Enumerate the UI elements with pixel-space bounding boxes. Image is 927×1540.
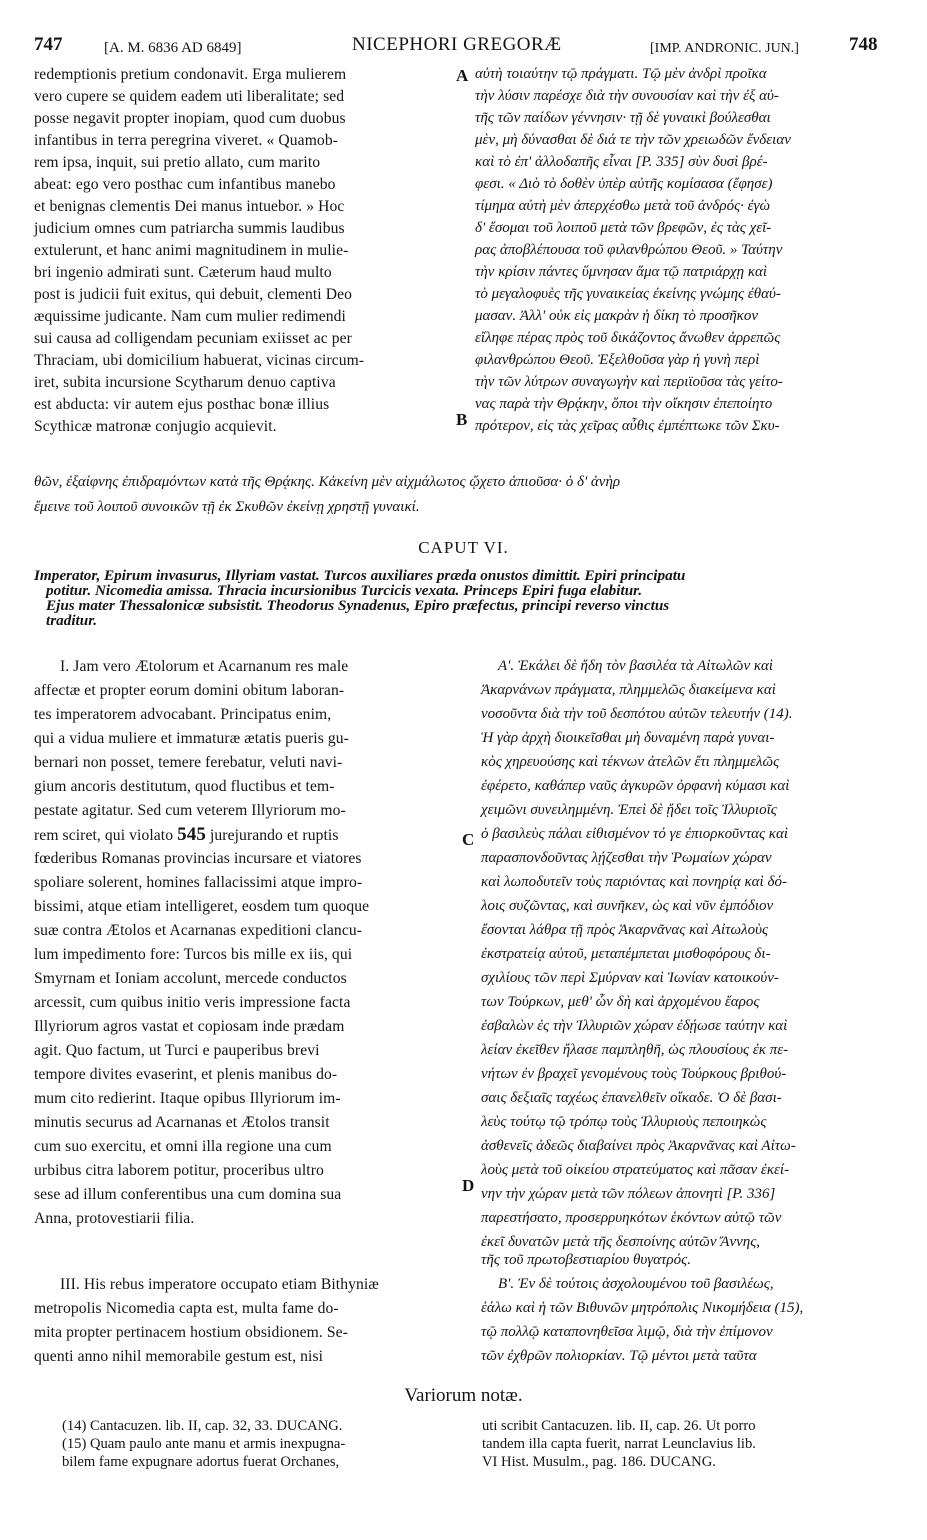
margin-letter-b: B [456,410,468,429]
text-line: Β'. Ἐν δὲ τούτοις ἀσχολουμένου τοῦ βασιλέως, [498,1276,774,1292]
text-line: iret, subita incursione Scytharum denuo captiva [34,374,336,391]
text-line: ἀσθενεῖς ἀδεῶς διαβαίνει πρὸς Ἀκαρνᾶνας καὶ Αἰτω- [481,1138,796,1154]
footnote-line: (15) Quam paulo ante manu et armis inexpugna- [62,1436,346,1452]
summary-line: traditur. [46,612,98,629]
text-line: Illyriorum agros vastat et copiosam inde prædam [34,1018,345,1035]
text-line: metropolis Nicomedia capta est, multa fame do- [34,1300,339,1317]
chapter-heading: CAPUT VI. [418,538,509,557]
text-line: ὁ βασιλεὺς πάλαι εἰθισμένον τό γε ἐπιορκοῦντας καὶ [481,826,789,842]
text-line: sese ad illum conferentibus una cum domina sua [34,1186,342,1203]
footnote-line: uti scribit Cantacuzen. lib. II, cap. 26. Ut porro [482,1418,756,1434]
summary-line: Ejus mater Thessalonicæ subsistit. Theodorus Synadenus, Epiro præfectus, principi reverso vinctus [46,597,670,614]
footnote-line: bilem fame expugnare adortus fuerat Orchanes, [62,1454,340,1470]
footnote-line: VI Hist. Musulm., pag. 186. DUCANG. [482,1454,716,1470]
text-line: Α'. Ἐκάλει δὲ ἤδη τὸν βασιλέα τὰ Αἰτωλῶν καὶ [498,658,774,674]
text-line: αὐτὴ τοιαύτην τῷ πράγματι. Τῷ μὲν ἀνδρὶ προῖκα [475,66,767,82]
text-line: νήτων ἐν βραχεῖ γενομένους τοὺς Τούρκους βριθού- [481,1066,787,1082]
page-number-left: 747 [34,34,63,55]
text-line: ἑάλω καὶ ἡ τῶν Βιθυνῶν μητρόπολις Νικομήδεια (15), [481,1300,804,1316]
text-line: μὲν, μὴ δύνασθαι δὲ διά τε τὴν τῶν χρειωδῶν ἔνδειαν [475,132,791,148]
text-line: arcessit, cum quibus initio veris impressione facta [34,994,351,1011]
text-line: æquissime judicante. Nam cum mulier redimendi [34,308,346,325]
text-line: pestate agitatur. Sed cum veterem Illyriorum mo- [34,802,346,819]
text-line: ἐσβαλὼν ἐς τὴν Ἰλλυριῶν χώραν ἐδῄωσε ταύτην καὶ [481,1018,788,1034]
text-line: fœderibus Romanas provincias incursare et viatores [34,850,362,867]
text-line: judicium omnes cum patriarcha summis laudibus [34,220,345,237]
text-line: est abducta: vir autem ejus posthac bonæ illius [34,396,330,413]
text-line: sui causa ad colligendam pecuniam exiisset ac per [34,330,352,347]
chapter-summary [34,568,894,628]
text-line: tes imperatorem advocabant. Principatus enim, [34,706,332,723]
text-line: τῶν ἐχθρῶν πολιορκίαν. Τῷ μέντοι μετὰ ταῦτα [481,1348,757,1364]
text-line: mita propter pertinacem hostium obsidionem. Se- [34,1324,348,1341]
text-line: ρας ἀποβλέπουσα τοῦ φιλανθρώπου Θεοῦ. » Ταύτην [475,242,783,258]
header-section: [IMP. ANDRONIC. JUN.] [650,41,799,56]
text-line: ἔσονται λάθρα τῇ πρὸς Ἀκαρνᾶνας καὶ Αἰτωλοὺς [481,922,769,938]
text-line: τίμημα αὐτὴ μὲν ἀπερχέσθω μετὰ τοῦ ἀνδρός· ἐγὼ [475,198,771,214]
text-line: bernari non posset, temere ferebatur, veluti navi- [34,754,343,771]
notes-heading: Variorum notæ. [404,1385,523,1406]
text-line: χειμῶνι συνειλημμένη. Ἐπεὶ δὲ ᾔδει τοῖς Ἰλλυριοῖς [481,802,777,818]
text-line: ἐκστρατείᾳ αὐτοῦ, μεταπέμπεται μισθοφόρους δι- [481,946,771,962]
page-reference-number: 545 [177,824,206,845]
text-line: agit. Quo factum, ut Turci e pauperibus brevi [34,1042,320,1059]
text-line: κὸς χηρευούσης καὶ τέκνων ἀτελῶν ἔτι πλημμελῶς [481,754,780,770]
text-line: τὴν λύσιν παρέσχε διὰ τὴν συνουσίαν καὶ τὴν ἐξ αὐ- [475,88,779,104]
text-line: Smyrnam et Ioniam accolunt, mercede conductos [34,970,347,987]
summary-line: Imperator, Epirum invasurus, Illyriam vastat. Turcos auxiliares præda onustos dimittit. Epiri principatu [34,567,686,584]
text-line: φιλανθρώπου Θεοῦ. Ἐξελθοῦσα γὰρ ἡ γυνὴ περὶ [475,352,760,368]
text-line: posse negavit propter inopiam, quod cum duobus [34,110,346,127]
text-line: καὶ λωποδυτεῖν τοὺς παριόντας καὶ πονηρίᾳ καὶ δό- [481,874,787,890]
footnote-line: tandem illa capta fuerit, narrat Leunclavius lib. [482,1436,756,1452]
text-line: Anna, protovestiarii filia. [34,1210,195,1227]
text-line: τὸ μεγαλοφυὲς τῆς γυναικείας ἐκείνης γνώμης ἐθαύ- [475,286,781,302]
text-line: σχιλίους τῶν περὶ Σμύρναν καὶ Ἰωνίαν κατοικούν- [481,970,779,986]
text-line: νην τὴν χώραν μετὰ τῶν πόλεων ἀπονητὶ [P. 336] [481,1186,776,1202]
text-line: bissimi, atque etiam intelligeret, eosdem tum quoque [34,898,370,915]
text-line: εἴληφε πέρας πρὸς τοῦ δικάζοντος ἄνωθεν ἀρρεπῶς [475,330,781,346]
text-line: πρότερον, εἰς τὰς χεῖρας αὖθις ἐμπέπτωκε τῶν Σκυ- [475,418,780,434]
text-line: σαις δεξιαῖς ταχέως ἐπανελθεῖν οἴκαδε. Ὁ δὲ βασι- [481,1090,782,1106]
text-line: τὴν κρίσιν πάντες ὕμνησαν ἅμα τῷ πατριάρχῃ καὶ [475,264,768,280]
text-line: I. Jam vero Ætolorum et Acarnanum res male [60,658,349,675]
text-line: τὴν τῶν λύτρων συναγωγὴν καὶ περιϊοῦσα τὰς γείτο- [475,374,783,390]
text-line: bri ingenio admirati sunt. Cæterum haud multo [34,264,332,281]
text-line: et benignas clementis Dei manus intuebor. » Hoc [34,198,345,215]
margin-letter-c: C [462,830,475,849]
text-line: καὶ τὸ ἐπ' ἀλλοδαπῆς εἶναι [P. 335] σὺν δυσὶ βρέ- [475,154,768,170]
text-line: τῆς τοῦ πρωτοβεστιαρίου θυγατρός. [481,1252,691,1268]
text-line: φεσι. « Διὸ τὸ δοθὲν ὑπὲρ αὐτῆς κομίσασα (ἔφησε) [475,176,773,192]
text-line: λοὺς μετὰ τοῦ οἰκείου στρατεύματος καὶ πᾶσαν ἐκεί- [481,1162,790,1178]
text-line: δ' ἔσομαι τοῦ λοιποῦ μετὰ τῶν βρεφῶν, ἐς τὰς χεῖ- [475,220,772,236]
text-line: affectæ et propter eorum domini obitum laboran- [34,682,345,699]
text-line: μασαν. Ἀλλ' οὐκ εἰς μακρὰν ἡ δίκη τὸ προσῆκον [475,308,759,324]
text-line: infantibus in terra peregrina viveret. « Quamob- [34,132,339,149]
text-line: extulerunt, et hanc animi magnitudinem in mulie- [34,242,349,259]
text-line: urbibus citra laborem potitur, proceribus ultro [34,1162,324,1179]
footnote-line: (14) Cantacuzen. lib. II, cap. 32, 33. DUCANG. [62,1418,343,1434]
text-line [34,824,339,846]
text-line: suæ contra Ætolos et Acarnanas expeditioni clancu- [34,922,363,939]
text-line: Scythicæ matronæ conjugio acquievit. [34,418,277,435]
text-line: post is judicii fuit exitus, qui debuit, clementi Deo [34,286,352,303]
text-line: tempore divites evaserint, et plenis manibus do- [34,1066,338,1083]
text-line: ἐφέρετο, καθάπερ ναῦς ἀγκυρῶν ὀρφανὴ κύμασι καὶ [481,778,790,794]
text-line: λοις συζῶντας, καὶ συνῆκεν, ὡς καὶ νῦν ἐμπόδιον [481,898,774,914]
summary-line: potitur. Nicomedia amissa. Thracia incursionibus Turcicis vexata. Princeps Epiri fuga elabitur. [46,582,643,599]
text-line: Ἡ γὰρ ἀρχὴ διοικεῖσθαι μὴ δυναμένη παρὰ γυναι- [481,730,775,746]
text-line: minutis securus ad Acarnanas et Ætolos transit [34,1114,330,1131]
text-line: mum cito redierint. Itaque opibus Illyriorum im- [34,1090,341,1107]
text-line: Ἀκαρνάνων πράγματα, πλημμελῶς διακείμενα καὶ [481,682,776,698]
text-line: νας παρὰ τὴν Θρᾴκην, ὅποι τὴν οἴκησιν ἐπεποίητο [475,396,773,412]
text-line: gium ancoris destitutum, quod fluctibus et tem- [34,778,335,795]
text-segment: jurejurando et ruptis [209,827,339,844]
text-segment: rem sciret, qui violato [34,827,174,844]
text-line: των Τούρκων, μεθ' ὧν δὴ καὶ ἀρχομένου ἔαρος [481,994,760,1010]
text-line: rem ipsa, inquit, sui pretio allato, cum marito [34,154,321,171]
page-number-right: 748 [849,34,878,55]
text-line: παρεστήσατο, προσερρυηκότων ἑκόντων αὐτῷ τῶν [481,1210,782,1226]
header-year-range: [A. M. 6836 AD 6849] [104,40,242,56]
text-line: redemptionis pretium condonavit. Erga mulierem [34,66,347,83]
text-line: vero cupere se quidem eadem uti liberalitate; sed [34,88,345,105]
text-line: Thraciam, ubi domicilium habuerat, vicinas circum- [34,352,365,369]
text-line: lum impedimento fore: Turcos bis mille ex iis, qui [34,946,353,963]
text-line: παρασπονδοῦντας λῄζεσθαι τὴν Ῥωμαίων χώραν [481,850,772,866]
margin-letter-a: A [456,66,469,85]
text-line: τῷ πολλῷ καταπονηθεῖσα λιμῷ, διὰ τὴν ἐπίμονον [481,1324,773,1340]
margin-letter-d: D [462,1176,475,1195]
text-line: spoliare solerent, homines fallacissimi atque impro- [34,874,363,891]
text-line: quenti anno nihil memorabile gestum est, nisi [34,1348,324,1365]
text-line: λεὺς τούτῳ τῷ τρόπῳ τοὺς Ἰλλυριοὺς πεποιηκὼς [481,1114,767,1130]
text-line: III. His rebus imperatore occupato etiam Bithyniæ [60,1276,379,1293]
text-line: θῶν, ἐξαίφνης ἐπιδραμόντων κατὰ τῆς Θρᾴκης. Κἀκείνη μὲν αἰχμάλωτος ᾤχετο ἀπιοῦσα· ὁ δ' ἀνὴρ [34,474,621,490]
text-line: νοσοῦντα διὰ τὴν τοῦ δεσπότου αὐτῶν τελευτήν (14). [481,706,793,722]
text-line: cum suo exercitu, et omni illa regione una cum [34,1138,332,1155]
text-line: ἔμεινε τοῦ λοιποῦ συνοικῶν τῇ ἐκ Σκυθῶν ἐκείνῃ χρηστῇ γυναικί. [34,499,420,515]
text-line: τῆς τῶν παίδων γέννησιν· τῇ δὲ γυναικὶ βούλεσθαι [475,110,771,126]
text-line: qui a vidua muliere et immaturæ ætatis pueris gu- [34,730,349,747]
text-line: ἐκεῖ δυνατῶν μετὰ τῆς δεσποίνης αὐτῶν Ἄννης, [481,1234,761,1250]
header-title: NICEPHORI GREGORÆ [352,34,562,55]
running-header [0,0,927,60]
text-line: abeat: ego vero posthac cum infantibus manebo [34,176,336,193]
text-line: λείαν ἐκεῖθεν ἤλασε παμπληθῆ, ὡς πλουσίους ἐκ πε- [481,1042,789,1058]
